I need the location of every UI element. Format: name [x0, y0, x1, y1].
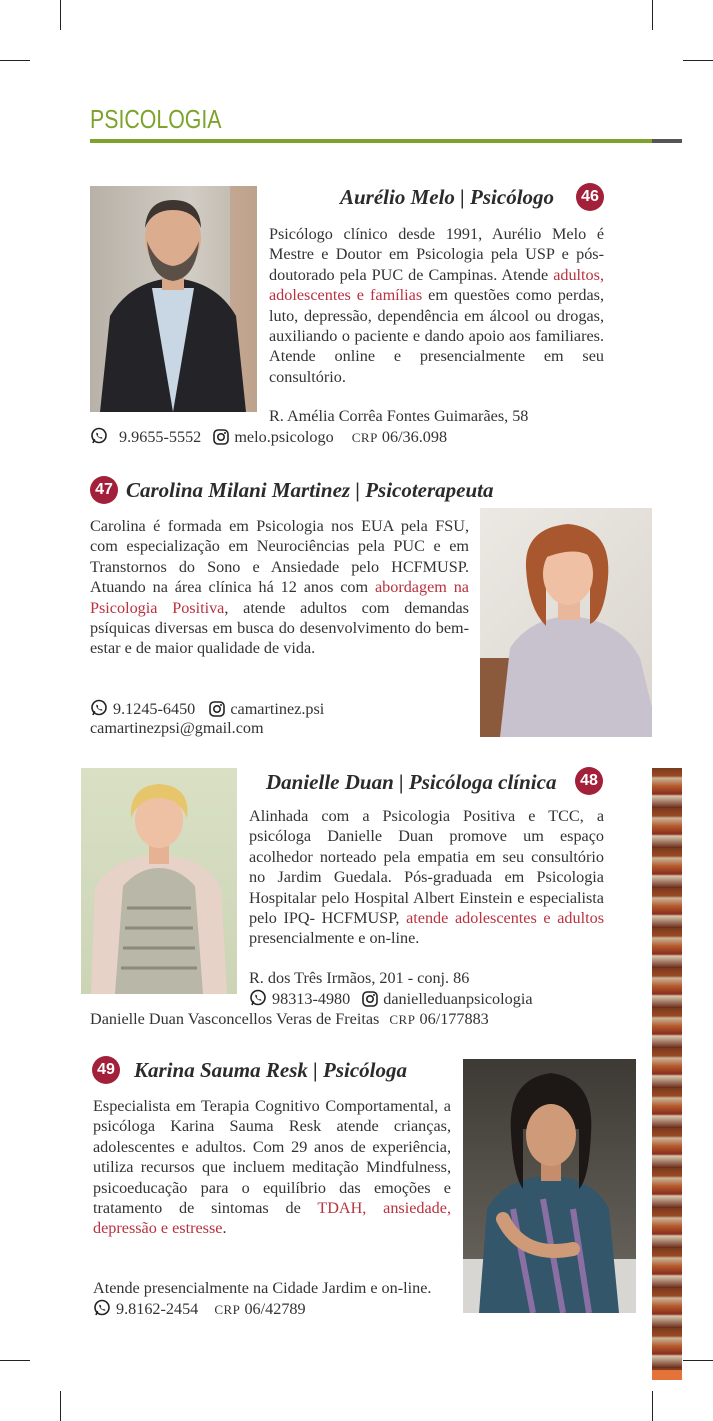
contact-line — [93, 1299, 306, 1322]
entry-number-badge: 46 — [576, 183, 604, 211]
entry-description: Alinhada com a Psicologia Positiva e TCC, a psicóloga Danielle Duan promove um espaço acolhedor norteado pela empatia em seu consultório no Jardim Guedala. Pós-graduada em Psicologia Hospitalar pelo Hospital Albert Einstein e especialista pelo IPQ- HCFMUSP, atende adolescentes e adultos presencialmente e on-line. — [249, 807, 604, 948]
entry-number-badge: 47 — [90, 476, 118, 504]
contact-line — [249, 989, 533, 1012]
crop-mark — [60, 0, 61, 30]
portrait-photo — [81, 768, 237, 994]
highlight-text: TDAH, ansiedade, depressão e estresse — [93, 1199, 451, 1238]
credentials-line — [90, 1010, 489, 1029]
phone-number[interactable]: 9.8162-2454 — [116, 1300, 199, 1318]
phone-number[interactable]: 98313-4980 — [272, 990, 351, 1008]
entry-description: Carolina é formada em Psicologia nos EUA pela FSU, com especialização em Neurociências pela PUC e em Transtornos do Sono e Ansiedade pelo HCFMUSP. Atuando na área clínica há 12 anos com abordagem na Psicologia Positiva, atende adultos com demandas psíquicas diversas em busca do desenvolvimento do bem-estar e de maior qualidade de vida. — [90, 517, 469, 658]
portrait-photo — [90, 186, 257, 412]
address: R. dos Três Irmãos, 201 - conj. 86 — [249, 969, 470, 987]
whatsapp-icon — [249, 989, 267, 1012]
entry-description: Especialista em Terapia Cognitivo Comportamental, a psicóloga Karina Sauma Resk atende crianças, adolescentes e adultos. Com 29 anos de experiência, utiliza recursos que incluem meditação Mindfulness, psicoeducação para o equilíbrio das emoções e tratamento de sintomas de TDAH, ansiedade, depressão e estresse. — [93, 1097, 451, 1238]
crp-number: 06/36.098 — [381, 428, 448, 446]
crop-mark — [60, 1391, 61, 1421]
crop-mark — [683, 1360, 713, 1361]
portrait-photo — [463, 1059, 636, 1313]
instagram-icon — [362, 991, 378, 1012]
crop-mark — [0, 1360, 30, 1361]
whatsapp-icon — [93, 1299, 111, 1322]
instagram-handle[interactable]: melo.psicologo — [234, 428, 334, 446]
entry-number-badge: 49 — [92, 1056, 120, 1084]
crop-mark — [683, 60, 713, 61]
entry-name: Aurélio Melo | Psicólogo — [340, 185, 555, 209]
instagram-icon — [213, 429, 229, 450]
entry-number-badge: 48 — [575, 767, 603, 795]
crop-mark — [0, 60, 30, 61]
crp-number: 06/177883 — [419, 1010, 489, 1028]
instagram-handle[interactable]: danielleduanpsicologia — [383, 990, 533, 1008]
crp-number: 06/42789 — [244, 1300, 306, 1318]
email[interactable]: camartinezpsi@gmail.com — [90, 719, 264, 737]
highlight-text: adultos, adolescentes e famílias — [269, 265, 604, 305]
entry-name: Danielle Duan | Psicóloga clínica — [266, 770, 557, 794]
contact-line — [90, 427, 447, 450]
section-title: PSICOLOGIA — [90, 104, 222, 134]
phone-number[interactable]: 9.1245-6450 — [113, 700, 196, 718]
entry-name: Carolina Milani Martinez | Psicoterapeuta — [126, 478, 494, 502]
crp-label: CRP — [351, 430, 378, 445]
entry-name: Karina Sauma Resk | Psicóloga — [134, 1058, 407, 1082]
full-name: Danielle Duan Vasconcellos Veras de Freitas — [90, 1010, 380, 1028]
whatsapp-icon — [90, 427, 108, 450]
highlight-text: atende adolescentes e adultos — [406, 909, 604, 928]
portrait-photo — [480, 508, 652, 737]
entry-description: Psicólogo clínico desde 1991, Aurélio Melo é Mestre e Doutor em Psicologia pela USP e pós-doutorado pela PUC de Campinas. Atende adultos, adolescentes e famílias em questões como perdas, luto, depressão, dependência em álcool ou drogas, auxiliando o paciente e dando apoio aos familiares. Atende online e presencialmente em seu consultório. — [269, 225, 604, 386]
crop-mark — [652, 1391, 653, 1421]
instagram-handle[interactable]: camartinez.psi — [230, 700, 325, 718]
highlight-text: abordagem na Psicologia Positiva — [90, 578, 469, 617]
bookshelf-strip — [652, 768, 682, 1380]
section-rule-end — [652, 139, 682, 143]
address: R. Amélia Corrêa Fontes Guimarães, 58 — [269, 407, 529, 425]
section-rule — [90, 139, 652, 143]
phone-number[interactable]: 9.9655-5552 — [119, 428, 202, 446]
crop-mark — [652, 0, 653, 30]
crp-label: CRP — [214, 1302, 241, 1317]
note: Atende presencialmente na Cidade Jardim e on-line. — [93, 1279, 432, 1297]
crp-label: CRP — [389, 1012, 416, 1027]
